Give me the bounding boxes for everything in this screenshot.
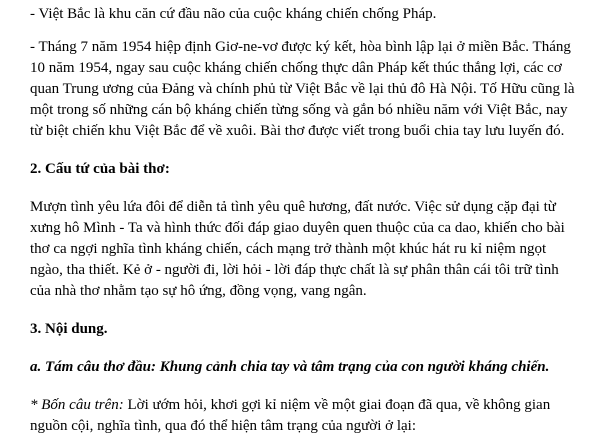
spacer (30, 142, 582, 159)
paragraph-first-four-lines-text: Lời ướm hỏi, khơi gợi kỉ niệm về một giai đoạn đã qua, về không gian nguồn cội, nghĩa tình, qua đó thể hiện tâm trạng của người ở lại: (30, 397, 551, 434)
spacer (30, 302, 582, 319)
spacer (30, 180, 582, 197)
spacer (30, 378, 582, 395)
lead-label: * Bốn câu trên: (30, 397, 124, 413)
spacer (30, 340, 582, 357)
paragraph-viet-bac-base: - Việt Bắc là khu căn cứ đầu não của cuộc kháng chiến chống Pháp. (30, 6, 437, 22)
heading-poem-structure: 2. Cấu tứ của bài thơ: (30, 161, 170, 177)
paragraph-geneva-accords: - Tháng 7 năm 1954 hiệp định Giơ-ne-vơ được ký kết, hòa bình lập lại ở miền Bắc. Tháng 10 năm 1954, ngay sau cuộc kháng chiến chống thực dân Pháp kết thúc thắng lợi, các cơ quan Trung ương của Đảng và chính phủ từ Việt Bắc về lại thủ đô Hà Nội. Tố Hữu cũng là một trong số những cán bộ kháng chiến từng sống và gắn bó nhiều năm với Việt Bắc, nay từ biệt chiến khu Việt Bắc để về xuôi. Bài thơ được viết trong buổi chia tay lưu luyến đó. (30, 39, 575, 139)
subheading-first-eight-lines: a. Tám câu thơ đầu: Khung cảnh chia tay và tâm trạng của con người kháng chiến. (30, 359, 550, 375)
heading-content: 3. Nội dung. (30, 321, 108, 337)
paragraph-poem-structure: Mượn tình yêu lứa đôi để diễn tả tình yêu quê hương, đất nước. Việc sử dụng cặp đại từ xưng hô Mình - Ta và hình thức đối đáp giao duyên quen thuộc của ca dao, khiến cho bài thơ ca ngợi nghĩa tình kháng chiến, cách mạng trở thành một khúc hát ru kỉ niệm ngọt ngào, tha thiết. Kẻ ở - người đi, lời hỏi - lời đáp thực chất là sự phân thân cái tôi trữ tình của nhà thơ nhằm tạo sự hô ứng, đồng vọng, vang ngân. (30, 199, 565, 299)
paragraph-first-four-lines (30, 395, 582, 437)
spacer (30, 25, 582, 37)
